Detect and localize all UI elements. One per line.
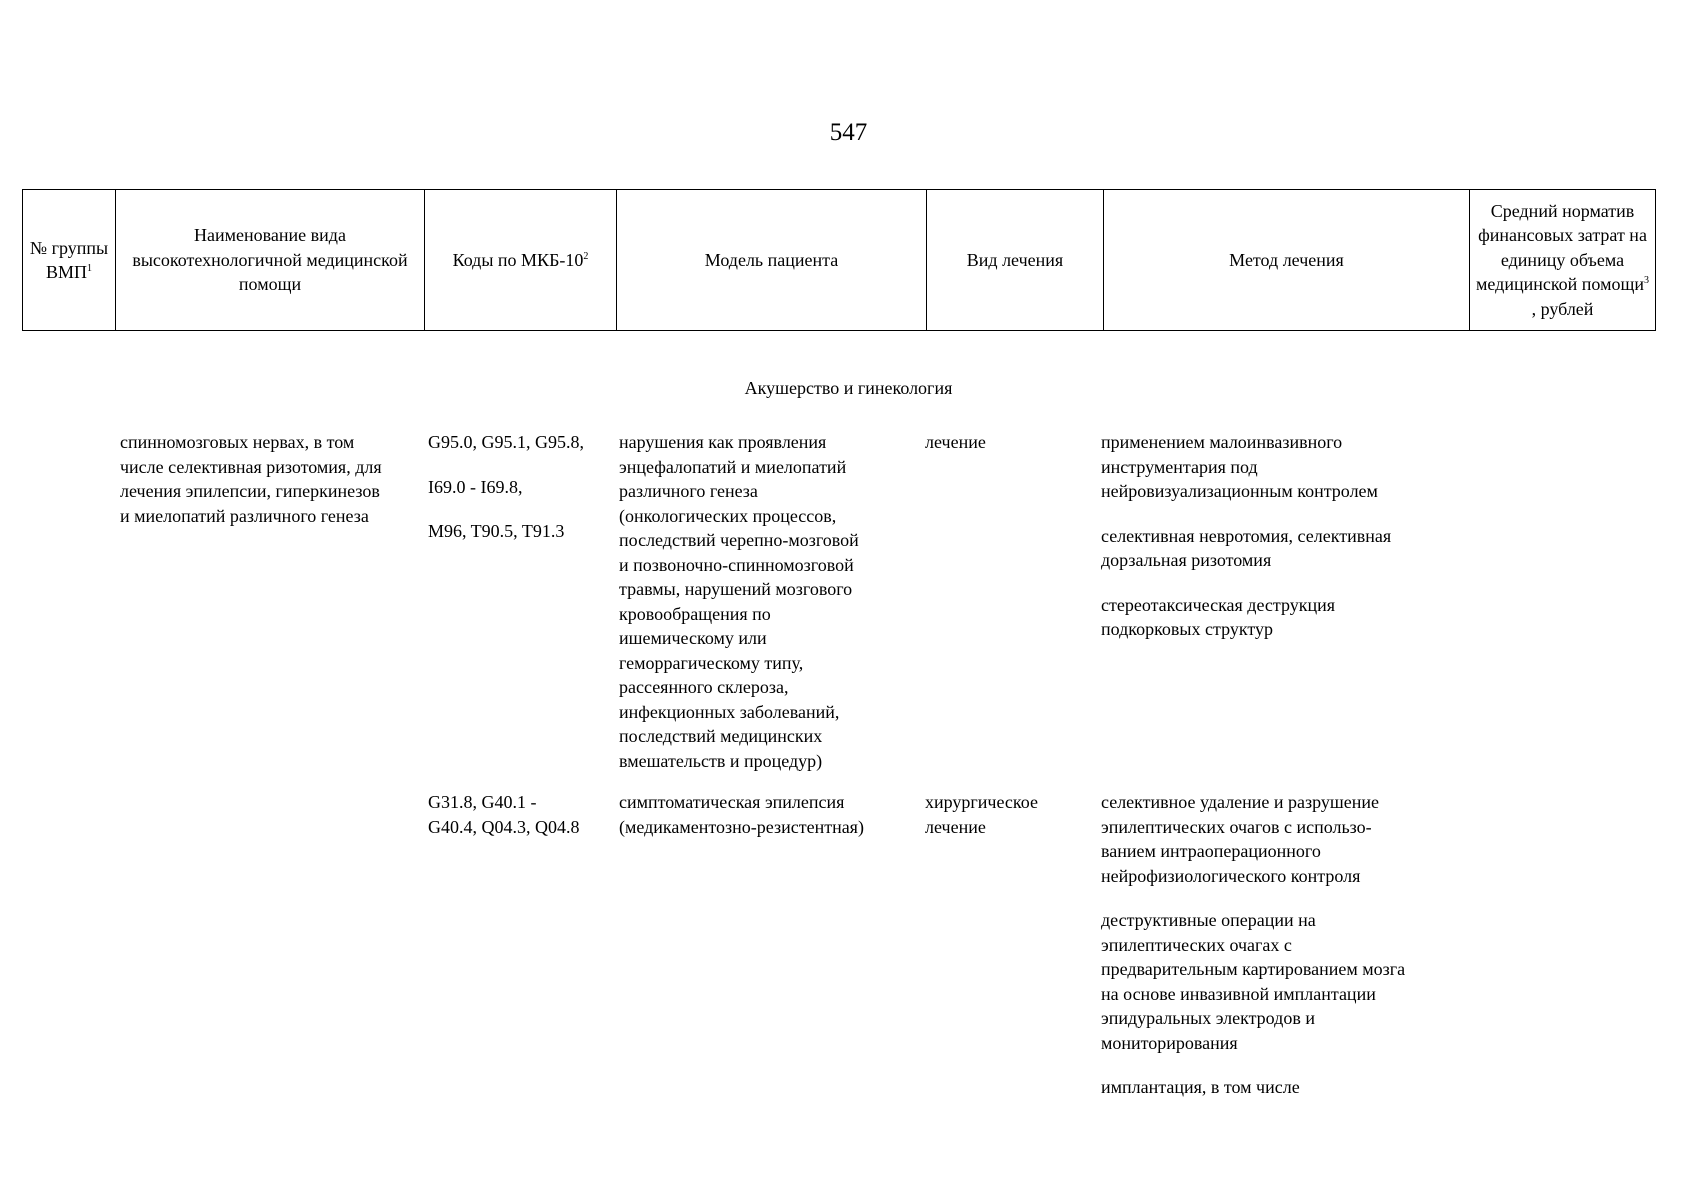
method-item: [1101, 908, 1481, 1055]
text-line: нарушения как проявления: [619, 432, 827, 452]
text-line: стереотаксическая деструкция: [1101, 594, 1336, 615]
text-line: спинномозговых нервах, в том: [120, 432, 355, 452]
code-line: G31.8, G40.1 -: [428, 792, 537, 812]
page-number: 547: [829, 119, 868, 146]
text-line: имплантация, в том числе: [1101, 1077, 1300, 1097]
text-line: ванием интраоперационного: [1101, 841, 1321, 861]
method-item: [1101, 524, 1481, 573]
method-item: [1101, 790, 1481, 888]
code-line: M96, T90.5, T91.3: [428, 521, 565, 541]
row1-treatment-type: [925, 430, 1095, 455]
footnote-ref-3: 3: [1643, 275, 1649, 287]
header-treatment-type: Вид лечения: [927, 190, 1104, 331]
text-line: селективное удаление и разрушение: [1101, 792, 1380, 812]
text-line: симптоматическая эпилепсия: [619, 792, 845, 812]
header-icd-codes: [425, 190, 617, 331]
text-line: различного генеза: [619, 481, 758, 501]
text-line: кровообращения по: [619, 603, 771, 624]
method-item: [1101, 430, 1481, 504]
text-line: и позвоночно-спинномозговой: [619, 554, 854, 575]
method-item: [1101, 593, 1481, 642]
text-line: дорзальная ризотомия: [1101, 550, 1272, 570]
code-line: G40.4, Q04.3, Q04.8: [428, 816, 580, 837]
text-line: лечение: [925, 432, 986, 452]
section-title: Акушерство и гинекология: [744, 378, 953, 398]
text-line: подкорковых структур: [1101, 619, 1274, 639]
text-line: вмешательств и процедур): [619, 750, 823, 771]
row2-treatment-type: [925, 790, 1095, 839]
text-line: (медикаментозно-резистентная): [619, 816, 864, 837]
text-line: последствий медицинских: [619, 726, 823, 746]
text-line: нейрофизиологического контроля: [1101, 865, 1361, 886]
table-header: [22, 189, 1656, 331]
row1-care-type-name: [120, 430, 420, 528]
header-group-number-text: № группы ВМП: [29, 237, 109, 282]
text-line: эпилептических очагов с использо-: [1101, 816, 1372, 837]
text-line: эпилептических очагах с: [1101, 934, 1292, 955]
text-line: рассеянного склероза,: [619, 677, 789, 697]
header-patient-model: Модель пациента: [617, 190, 927, 331]
row1-patient-model: [619, 430, 919, 773]
text-line: лечение: [925, 816, 986, 837]
text-line: последствий черепно-мозговой: [619, 530, 859, 550]
text-line: на основе инвазивной имплантации: [1101, 983, 1376, 1004]
header-cost-standard: [1470, 190, 1656, 331]
row2-icd-codes: [428, 790, 613, 839]
row1-icd-codes: [428, 430, 613, 544]
text-line: мониторирования: [1101, 1032, 1238, 1053]
footnote-ref-1: 1: [87, 263, 92, 274]
row1-treatment-methods: [1101, 430, 1481, 642]
text-line: числе селективная ризотомия, для: [120, 456, 382, 477]
text-line: ишемическому или: [619, 628, 767, 648]
row2-treatment-methods: [1101, 790, 1481, 1100]
text-line: инфекционных заболеваний,: [619, 701, 840, 722]
text-line: инструментария под: [1101, 456, 1258, 477]
header-cost-standard-suffix: , рублей: [1531, 298, 1594, 319]
text-line: хирургическое: [925, 792, 1038, 812]
text-line: лечения эпилепсии, гиперкинезов: [120, 481, 380, 501]
text-line: деструктивные операции на: [1101, 910, 1316, 930]
text-line: предварительным картированием мозга: [1101, 959, 1406, 979]
footnote-ref-2: 2: [583, 250, 589, 262]
header-group-number: [23, 190, 116, 331]
text-line: и миелопатий различного генеза: [120, 505, 369, 526]
text-line: геморрагическому типу,: [619, 652, 804, 673]
text-line: (онкологических процессов,: [619, 505, 837, 526]
code-line: G95.0, G95.1, G95.8,: [428, 432, 584, 452]
text-line: селективная невротомия, селективная: [1101, 525, 1392, 546]
text-line: нейровизуализационным контролем: [1101, 481, 1378, 501]
header-treatment-method: Метод лечения: [1104, 190, 1470, 331]
method-item: [1101, 1075, 1481, 1100]
header-icd-codes-text: Коды по МКБ-10: [452, 249, 584, 270]
text-line: эпидуральных электродов и: [1101, 1008, 1315, 1028]
header-care-type-name: Наименование вида высокотехнологичной медицинской помощи: [116, 190, 425, 331]
text-line: применением малоинвазивного: [1101, 432, 1343, 452]
text-line: энцефалопатий и миелопатий: [619, 456, 847, 477]
header-cost-standard-text: Средний норматив финансовых затрат на единицу объема медицинской помощи: [1476, 200, 1647, 295]
text-line: травмы, нарушений мозгового: [619, 579, 853, 599]
row2-patient-model: [619, 790, 919, 839]
code-line: I69.0 - I69.8,: [428, 476, 523, 497]
